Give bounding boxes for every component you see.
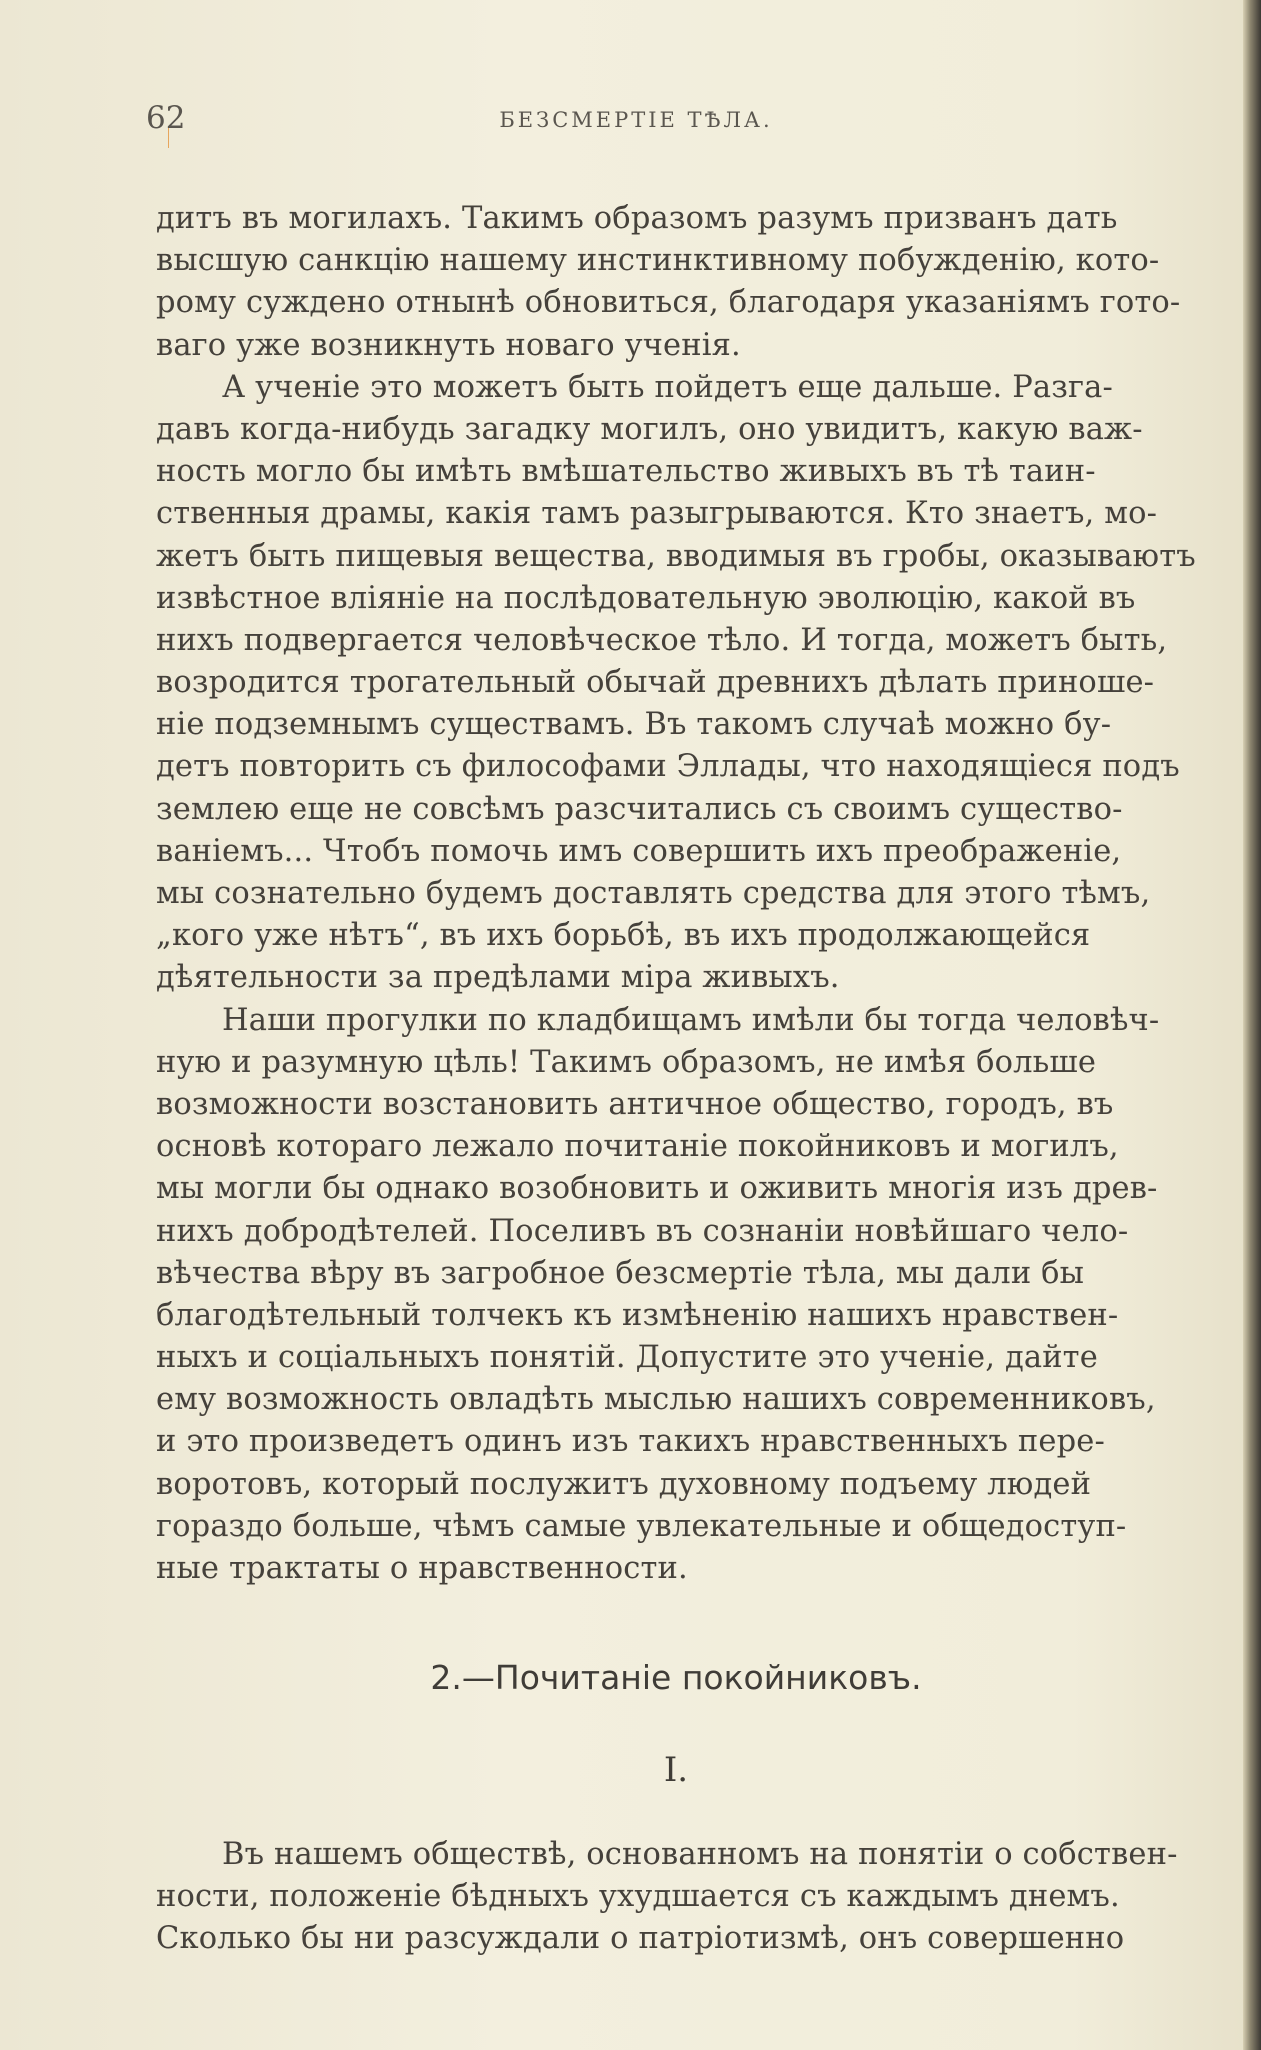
text-line: землею еще не совсѣмъ разсчитались съ своимъ существо- bbox=[156, 791, 1123, 827]
text-line: детъ повторить съ философами Эллады, что находящіеся подъ bbox=[156, 749, 1180, 785]
text-line: нихъ добродѣтелей. Поселивъ въ сознаніи новѣйшаго чело- bbox=[156, 1213, 1129, 1249]
text-line: Въ нашемъ обществѣ, основанномъ на понятіи о собствен- bbox=[222, 1837, 1178, 1872]
page-number: 62 bbox=[146, 100, 186, 136]
text-line: мы могли бы однако возобновить и оживить многія изъ древ- bbox=[156, 1171, 1158, 1207]
text-line: ваніемъ... Чтобъ помочь имъ совершить ихъ преображеніе, bbox=[156, 833, 1122, 869]
text-line: нихъ подвергается человѣческое тѣло. И тогда, можетъ быть, bbox=[156, 622, 1168, 658]
text-line: Наши прогулки по кладбищамъ имѣли бы тогда человѣч- bbox=[222, 1002, 1160, 1038]
text-line: А ученіе это можетъ быть пойдетъ еще дальше. Разга- bbox=[222, 369, 1113, 405]
text-line: вѣчества вѣру въ загробное безсмертіе тѣла, мы дали бы bbox=[156, 1255, 1085, 1291]
section-body-text bbox=[156, 1834, 1246, 1961]
text-line: ственныя драмы, какія тамъ разыгрываются. Кто знаетъ, мо- bbox=[156, 496, 1158, 532]
text-line: ности, положеніе бѣдныхъ ухудшается съ каждымъ днемъ. bbox=[156, 1879, 1120, 1915]
running-header bbox=[146, 100, 1216, 140]
text-line: возможности возстановить античное общество, городъ, въ bbox=[156, 1086, 1114, 1122]
text-line: дитъ въ могилахъ. Такимъ образомъ разумъ призванъ дать bbox=[156, 201, 1118, 236]
section-subheading: I. bbox=[663, 1750, 689, 1790]
text-line: и это произведетъ одинъ изъ такихъ нравственныхъ пере- bbox=[156, 1424, 1105, 1460]
running-title: БЕЗСМЕРТІЕ ТѢЛА. bbox=[499, 108, 773, 132]
section-heading: 2.—Почитаніе покойниковъ. bbox=[430, 1658, 922, 1697]
text-line: ную и разумную цѣль! Такимъ образомъ, не имѣя больше bbox=[156, 1044, 1097, 1080]
text-line: ваго уже возникнуть новаго ученія. bbox=[156, 327, 741, 363]
text-line: ему возможность овладѣть мыслью нашихъ современниковъ, bbox=[156, 1382, 1156, 1418]
text-line: „кого уже нѣтъ“, въ ихъ борьбѣ, въ ихъ продолжающейся bbox=[156, 918, 1091, 954]
text-line: ніе подземнымъ существамъ. Въ такомъ случаѣ можно бу- bbox=[156, 707, 1112, 743]
text-line: гораздо больше, чѣмъ самые увлекательные и общедоступ- bbox=[156, 1508, 1127, 1544]
text-line: извѣстное вліяніе на послѣдовательную эволюцію, какой въ bbox=[156, 580, 1136, 616]
text-line: благодѣтельный толчекъ къ измѣненію нашихъ нравствен- bbox=[156, 1297, 1119, 1333]
text-line: Сколько бы ни разсуждали о патріотизмѣ, онъ совершенно bbox=[156, 1921, 1125, 1957]
text-line: жетъ быть пищевыя вещества, вводимыя въ гробы, оказываютъ bbox=[156, 538, 1196, 574]
text-line: возродится трогательный обычай древнихъ дѣлать приноше- bbox=[156, 665, 1155, 701]
text-line: воротовъ, который послужитъ духовному подъему людей bbox=[156, 1466, 1092, 1502]
text-line: давъ когда-нибудь загадку могилъ, оно увидитъ, какую важ- bbox=[156, 411, 1143, 447]
text-line: мы сознательно будемъ доставлять средства для этого тѣмъ, bbox=[156, 876, 1151, 911]
text-line: ные трактаты о нравственности. bbox=[156, 1551, 688, 1586]
text-line: ность могло бы имѣть вмѣшательство живыхъ въ тѣ таин- bbox=[156, 454, 1096, 490]
body-text bbox=[156, 198, 1246, 1590]
text-line: рому суждено отнынѣ обновиться, благодаря указаніямъ гото- bbox=[156, 285, 1181, 321]
text-line: ныхъ и соціальныхъ понятій. Допустите это ученіе, дайте bbox=[156, 1340, 1098, 1376]
text-line: дѣятельности за предѣлами міра живыхъ. bbox=[156, 960, 840, 996]
text-line: основѣ котораго лежало почитаніе покойниковъ и могилъ, bbox=[156, 1129, 1119, 1165]
text-line: высшую санкцію нашему инстинктивному побужденію, кото- bbox=[156, 243, 1160, 279]
